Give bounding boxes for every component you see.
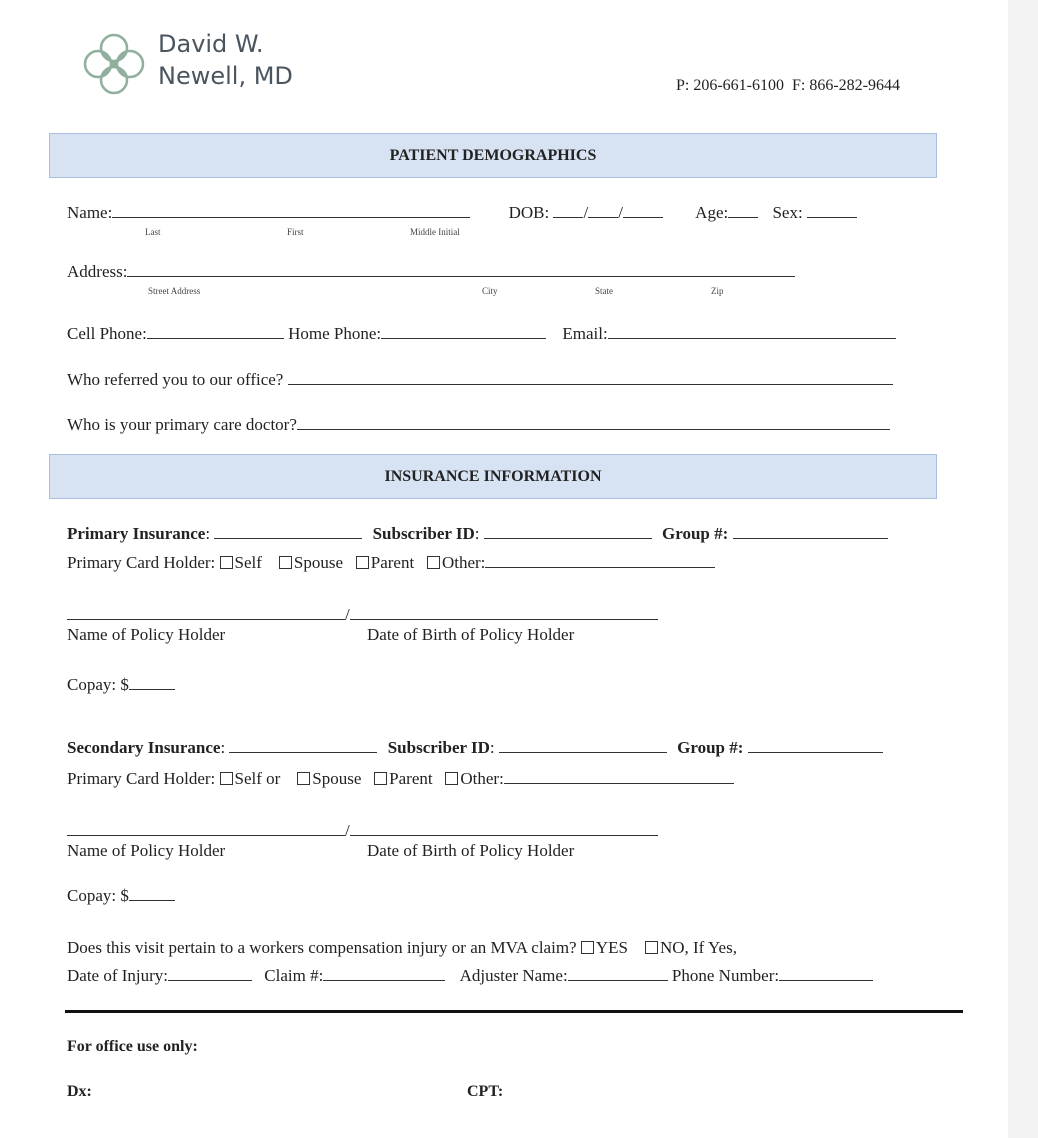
adjuster-phone-field[interactable] (779, 966, 873, 981)
last-sublabel: Last (145, 227, 161, 237)
primary-subscriber-label: Subscriber ID (372, 524, 475, 543)
practice-name-line1: David W. (158, 30, 264, 58)
first-sublabel: First (287, 227, 304, 237)
dob-month-field[interactable] (553, 203, 583, 218)
policy-holder-name-field[interactable] (67, 821, 345, 836)
contact-numbers (676, 77, 900, 95)
option-label: Other: (441, 553, 486, 572)
copay-label: Copay: $ (67, 675, 129, 694)
email-label: Email: (562, 324, 608, 343)
pcp-field[interactable] (297, 415, 890, 430)
cell-phone-field[interactable] (147, 324, 284, 339)
adjuster-field[interactable] (568, 966, 668, 981)
section-header-demographics: PATIENT DEMOGRAPHICS (49, 133, 937, 178)
home-phone-field[interactable] (381, 324, 546, 339)
cpt-label: CPT: (467, 1083, 504, 1100)
pcp-label: Who is your primary care doctor? (67, 415, 297, 434)
dob-year-field[interactable] (623, 203, 663, 218)
other-field[interactable] (485, 553, 715, 568)
secondary-insurance-label: Secondary Insurance (67, 738, 221, 757)
divider (65, 1010, 963, 1013)
knot-logo-icon (80, 30, 148, 98)
phone-number: P: 206-661-6100 (676, 77, 784, 94)
name-row: Name: DOB: / / Age: Sex: (67, 203, 857, 223)
policy-holder-dob-label: Date of Birth of Policy Holder (367, 625, 575, 644)
primary-group-field[interactable] (733, 524, 888, 539)
injury-date-field[interactable] (168, 966, 252, 981)
phone-row (67, 324, 896, 344)
other-checkbox[interactable] (427, 556, 440, 569)
yes-checkbox[interactable] (581, 941, 594, 954)
card-holder-label: Primary Card Holder: (67, 769, 216, 788)
fax-number: F: 866-282-9644 (792, 77, 900, 94)
primary-policy-lines: / (67, 605, 658, 625)
secondary-subscriber-label: Subscriber ID (387, 738, 490, 757)
street-sublabel: Street Address (148, 286, 201, 296)
referral-row (67, 370, 893, 390)
sex-label: Sex: (772, 203, 803, 222)
option-label: Self (234, 553, 262, 572)
workers-comp-row (67, 938, 737, 958)
age-field[interactable] (728, 203, 758, 218)
dob-day-field[interactable] (588, 203, 618, 218)
option-label: Self or (234, 769, 281, 788)
dx-label: Dx: (67, 1083, 92, 1100)
copay-label: Copay: $ (67, 886, 129, 905)
policy-holder-dob-field[interactable] (350, 605, 658, 620)
office-use-title: For office use only: (67, 1038, 198, 1055)
secondary-policy-lines: / (67, 821, 658, 841)
yes-label: YES (595, 938, 628, 957)
self-checkbox[interactable] (220, 772, 233, 785)
copay-field[interactable] (129, 675, 175, 690)
other-checkbox[interactable] (445, 772, 458, 785)
primary-insurance-label: Primary Insurance (67, 524, 206, 543)
address-field[interactable] (127, 262, 795, 277)
city-sublabel: City (482, 286, 498, 296)
name-label: Name: (67, 203, 113, 222)
self-checkbox[interactable] (220, 556, 233, 569)
injury-date-label: Date of Injury: (67, 966, 169, 985)
policy-holder-dob-field[interactable] (350, 821, 658, 836)
option-label: Spouse (312, 769, 362, 788)
policy-holder-dob-label: Date of Birth of Policy Holder (367, 841, 575, 860)
parent-checkbox[interactable] (374, 772, 387, 785)
state-sublabel: State (595, 286, 613, 296)
referral-field[interactable] (288, 370, 893, 385)
address-label: Address: (67, 262, 128, 281)
primary-group-label: Group #: (662, 524, 729, 543)
cell-phone-label: Cell Phone: (67, 324, 147, 343)
secondary-insurance-row: Secondary Insurance: Subscriber ID: Group #: (67, 738, 883, 758)
policy-holder-name-label: Name of Policy Holder (67, 625, 226, 644)
sex-field[interactable] (807, 203, 857, 218)
claim-label: Claim #: (264, 966, 324, 985)
no-checkbox[interactable] (645, 941, 658, 954)
middle-initial-sublabel: Middle Initial (410, 227, 460, 237)
secondary-insurance-field[interactable] (229, 738, 377, 753)
primary-copay-row (67, 675, 175, 695)
pcp-row (67, 415, 890, 435)
email-field[interactable] (608, 324, 896, 339)
section-header-insurance: INSURANCE INFORMATION (49, 454, 937, 499)
adjuster-phone-label: Phone Number: (671, 966, 780, 985)
dob-label: DOB: (508, 203, 550, 222)
home-phone-label: Home Phone: (288, 324, 382, 343)
referral-label: Who referred you to our office? (67, 370, 284, 389)
spouse-checkbox[interactable] (279, 556, 292, 569)
policy-holder-name-field[interactable] (67, 605, 345, 620)
address-row (67, 262, 795, 282)
secondary-subscriber-field[interactable] (499, 738, 667, 753)
practice-name-line2: Newell, MD (158, 62, 293, 90)
claim-field[interactable] (323, 966, 445, 981)
zip-sublabel: Zip (711, 286, 724, 296)
no-label: NO, If Yes, (659, 938, 737, 957)
option-label: Other: (460, 769, 504, 788)
option-label: Spouse (293, 553, 344, 572)
spouse-checkbox[interactable] (297, 772, 310, 785)
injury-details-row (67, 966, 873, 986)
policy-holder-name-label: Name of Policy Holder (67, 841, 226, 860)
other-field[interactable] (504, 769, 734, 784)
card-holder-label: Primary Card Holder: (67, 553, 216, 572)
primary-insurance-row: Primary Insurance: Subscriber ID: Group #: (67, 524, 888, 544)
adjuster-label: Adjuster Name: (459, 966, 568, 985)
secondary-group-field[interactable] (748, 738, 883, 753)
primary-subscriber-field[interactable] (484, 524, 652, 539)
workers-comp-question: Does this visit pertain to a workers compensation injury or an MVA claim? (67, 938, 577, 957)
primary-card-holder-row (67, 553, 715, 573)
copay-field[interactable] (129, 886, 175, 901)
parent-checkbox[interactable] (356, 556, 369, 569)
secondary-card-holder-row (67, 769, 734, 789)
age-label: Age: (695, 203, 729, 222)
secondary-copay-row (67, 886, 175, 906)
primary-insurance-field[interactable] (214, 524, 362, 539)
option-label: Parent (370, 553, 415, 572)
name-field[interactable] (112, 203, 470, 218)
secondary-group-label: Group #: (677, 738, 744, 757)
option-label: Parent (389, 769, 433, 788)
